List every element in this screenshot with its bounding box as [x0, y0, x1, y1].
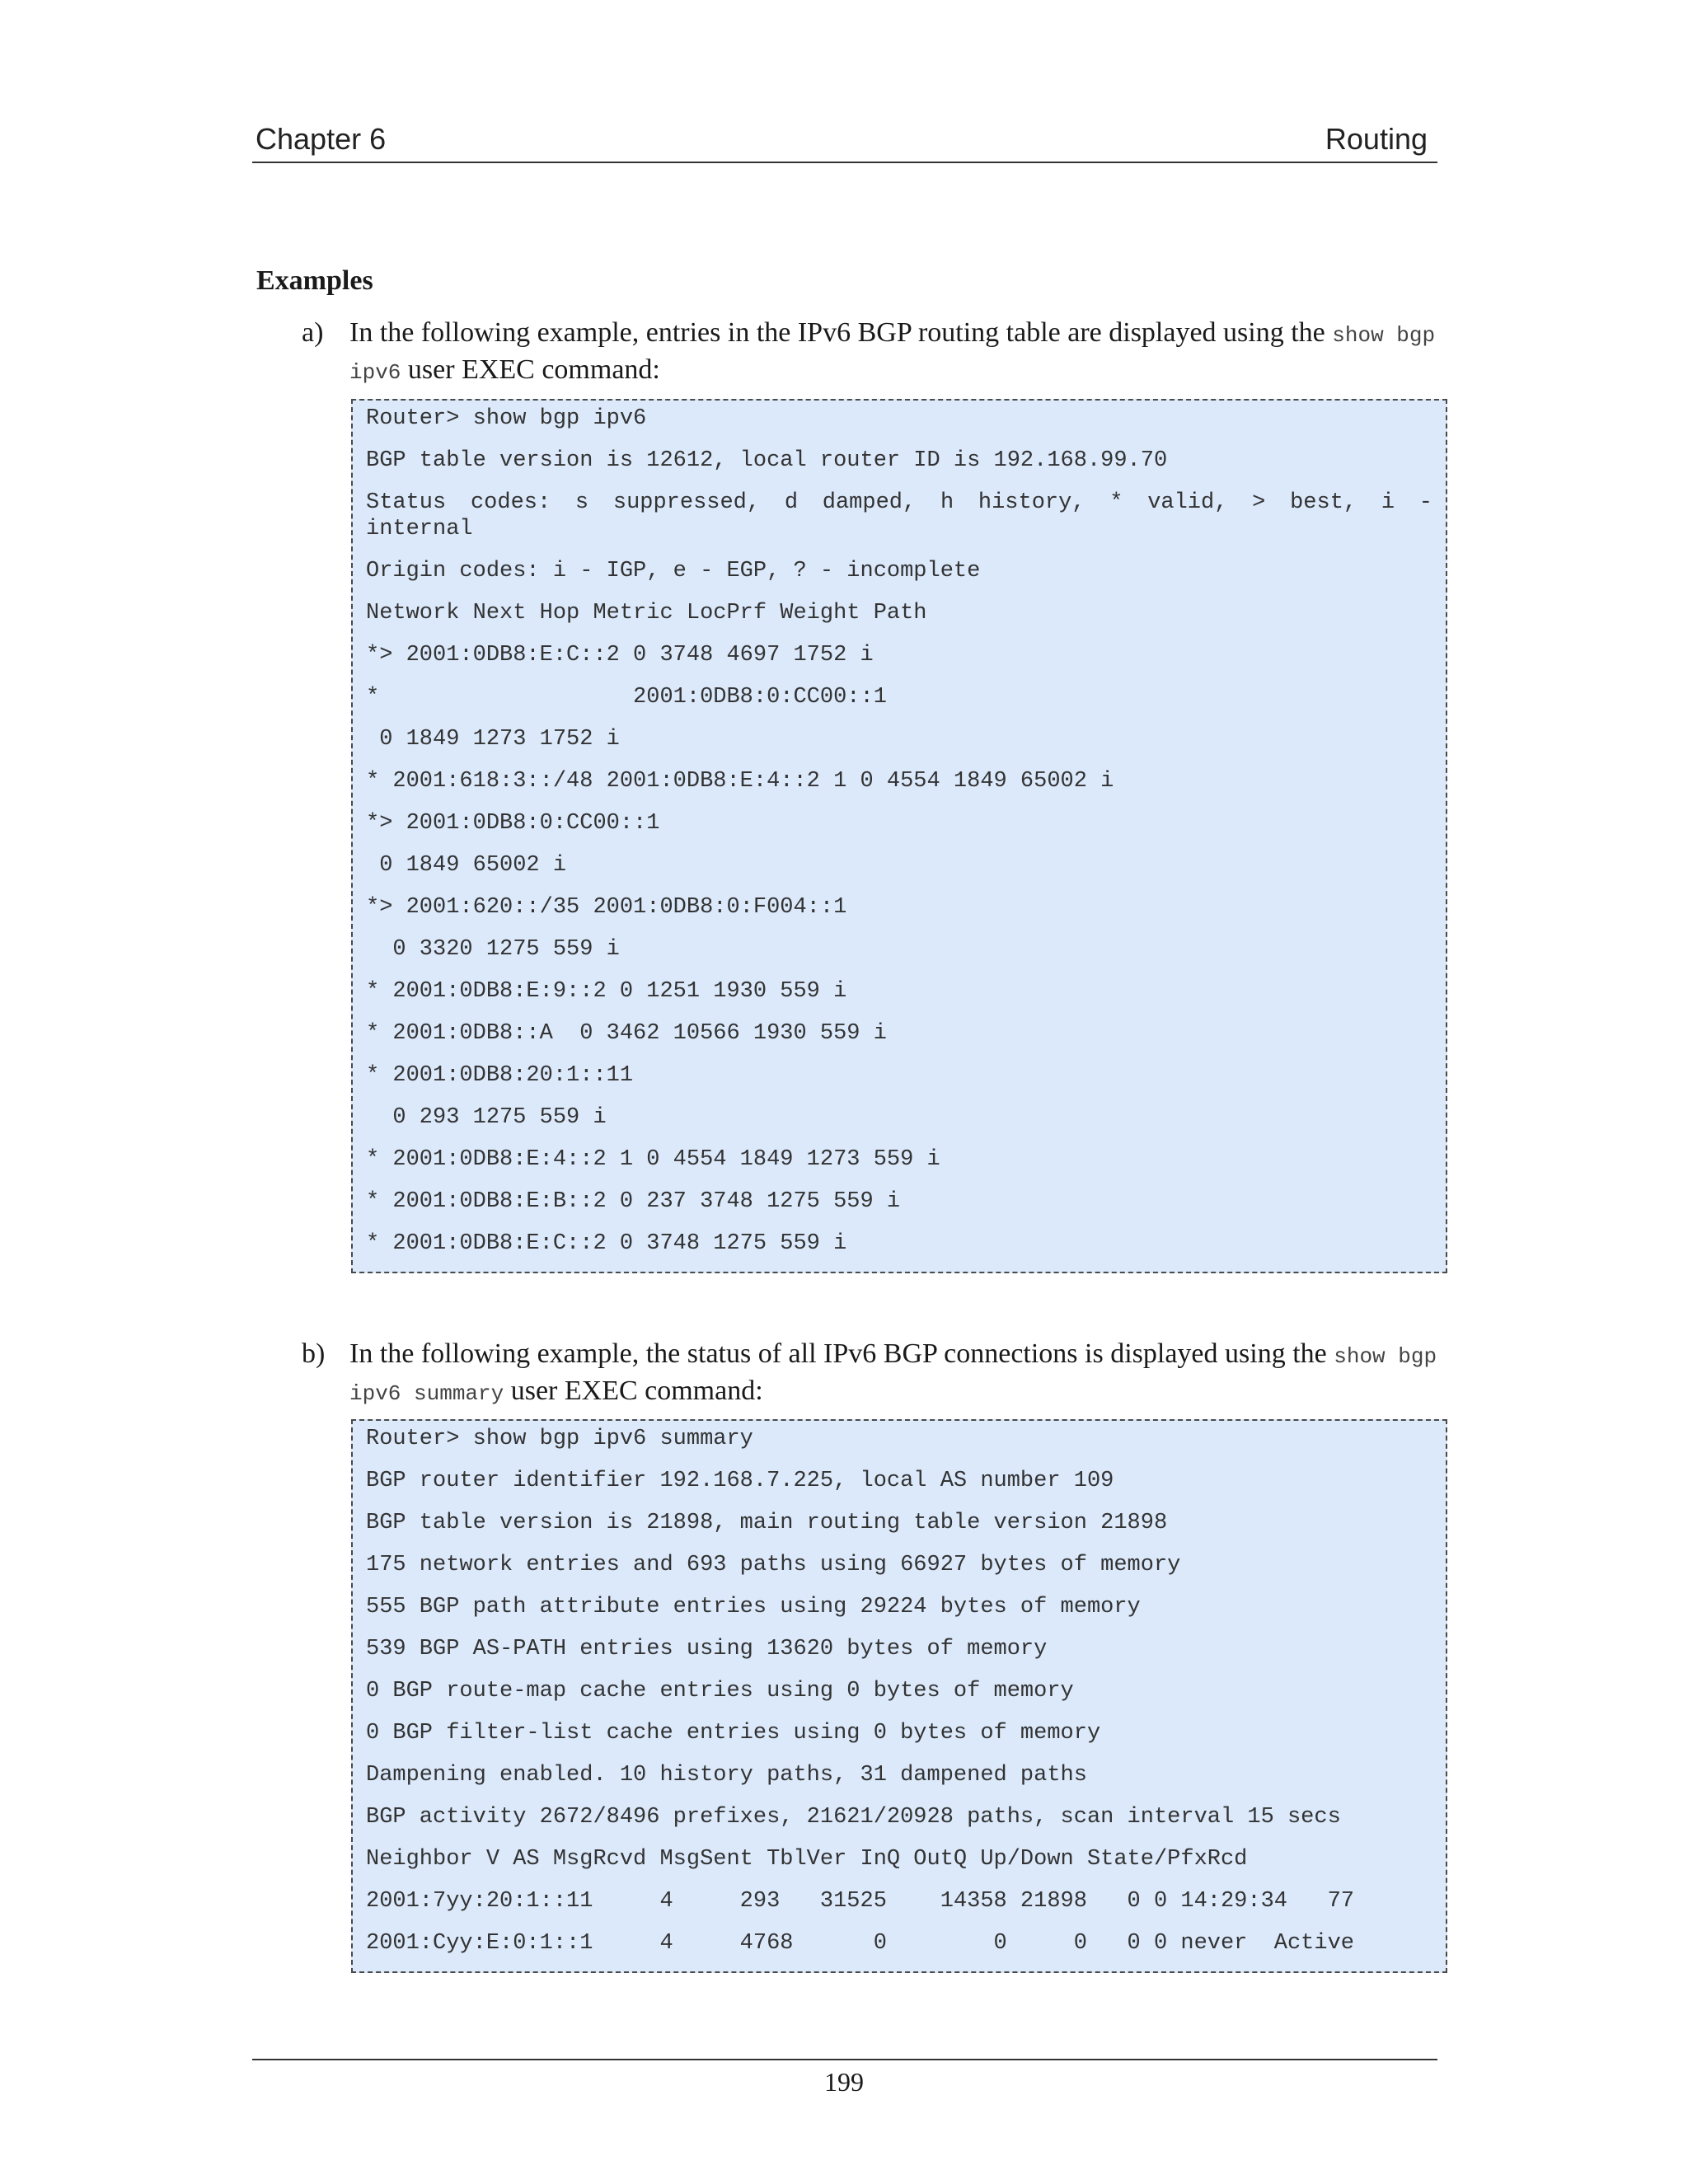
- section-label: Routing: [1325, 122, 1428, 156]
- code-block-show-bgp-ipv6: [351, 399, 1447, 1273]
- code-line: 0 3320 1275 559 i: [366, 937, 620, 962]
- page-number: 199: [824, 2067, 864, 2097]
- code-line: BGP activity 2672/8496 prefixes, 21621/20928 paths, scan interval 15 secs: [366, 1805, 1341, 1830]
- code-line-status-codes: [366, 490, 1432, 542]
- code-line: * 2001:0DB8:E:9::2 0 1251 1930 559 i: [366, 979, 847, 1004]
- code-block-show-bgp-ipv6-summary: [351, 1419, 1447, 1973]
- code-line: 0 BGP route-map cache entries using 0 bytes of memory: [366, 1679, 1074, 1704]
- code-line: Router> show bgp ipv6 summary: [366, 1427, 753, 1451]
- example-b-command: show bgp ipv6 summary: [349, 1344, 1437, 1406]
- code-line: 2001:Cyy:E:0:1::1 4 4768 0 0 0 0 0 never Active: [366, 1931, 1354, 1956]
- chapter-label: Chapter 6: [256, 122, 387, 156]
- code-line: * 2001:0DB8:E:B::2 0 237 3748 1275 559 i: [366, 1189, 901, 1214]
- code-line: 0 293 1275 559 i: [366, 1105, 607, 1130]
- code-line: BGP table version is 21898, main routing table version 21898: [366, 1511, 1168, 1535]
- code-line: BGP table version is 12612, local router ID is 192.168.99.70: [366, 448, 1168, 473]
- code-line: *> 2001:0DB8:0:CC00::1: [366, 811, 660, 836]
- code-line: 175 network entries and 693 paths using 66927 bytes of memory: [366, 1553, 1181, 1577]
- example-a-command: show bgp ipv6: [349, 323, 1436, 385]
- example-b-text-after: user EXEC command:: [504, 1376, 763, 1406]
- code-line-text: Status codes: s suppressed, d damped, h history, * valid, > best, i - internal: [366, 490, 1432, 541]
- code-line: * 2001:0DB8:0:CC00::1: [366, 685, 887, 710]
- code-line: 0 1849 1273 1752 i: [366, 727, 620, 752]
- example-a-description: [349, 316, 1437, 390]
- section-title: Examples: [256, 265, 373, 296]
- code-line: * 2001:0DB8:20:1::11: [366, 1063, 634, 1088]
- code-line: 539 BGP AS-PATH entries using 13620 bytes of memory: [366, 1637, 1048, 1661]
- code-line: * 2001:0DB8::A 0 3462 10566 1930 559 i: [366, 1021, 887, 1046]
- example-b-text-before: In the following example, the status of all IPv6 BGP connections is displayed using the: [349, 1338, 1334, 1369]
- code-line: 2001:7yy:20:1::11 4 293 31525 14358 21898 0 0 14:29:34 77: [366, 1889, 1354, 1914]
- code-line: 0 1849 65002 i: [366, 853, 567, 878]
- code-line: * 2001:0DB8:E:C::2 0 3748 1275 559 i: [366, 1231, 847, 1256]
- code-line: BGP router identifier 192.168.7.225, local AS number 109: [366, 1469, 1114, 1493]
- code-line: Dampening enabled. 10 history paths, 31 dampened paths: [366, 1763, 1087, 1788]
- code-line: Neighbor V AS MsgRcvd MsgSent TblVer InQ OutQ Up/Down State/PfxRcd: [366, 1847, 1248, 1872]
- code-line: Router> show bgp ipv6: [366, 406, 647, 431]
- page-header: [252, 120, 1437, 163]
- code-line: * 2001:0DB8:E:4::2 1 0 4554 1849 1273 559 i: [366, 1147, 940, 1172]
- code-line: *> 2001:0DB8:E:C::2 0 3748 4697 1752 i: [366, 643, 874, 668]
- code-line: Origin codes: i - IGP, e - EGP, ? - incomplete: [366, 559, 981, 583]
- footer-rule: [252, 2059, 1437, 2060]
- example-b-marker: b): [302, 1338, 326, 1369]
- code-line: 0 BGP filter-list cache entries using 0 bytes of memory: [366, 1721, 1101, 1746]
- example-a-marker: a): [302, 317, 324, 348]
- example-a-text-before: In the following example, entries in the IPv6 BGP routing table are displayed using the: [349, 317, 1333, 348]
- example-b-description: [349, 1337, 1437, 1411]
- code-line: * 2001:618:3::/48 2001:0DB8:E:4::2 1 0 4554 1849 65002 i: [366, 769, 1114, 794]
- example-a-text-after: user EXEC command:: [401, 354, 660, 385]
- code-line: 555 BGP path attribute entries using 29224 bytes of memory: [366, 1595, 1141, 1619]
- code-line: Network Next Hop Metric LocPrf Weight Path: [366, 601, 927, 626]
- code-line: *> 2001:620::/35 2001:0DB8:0:F004::1: [366, 895, 847, 920]
